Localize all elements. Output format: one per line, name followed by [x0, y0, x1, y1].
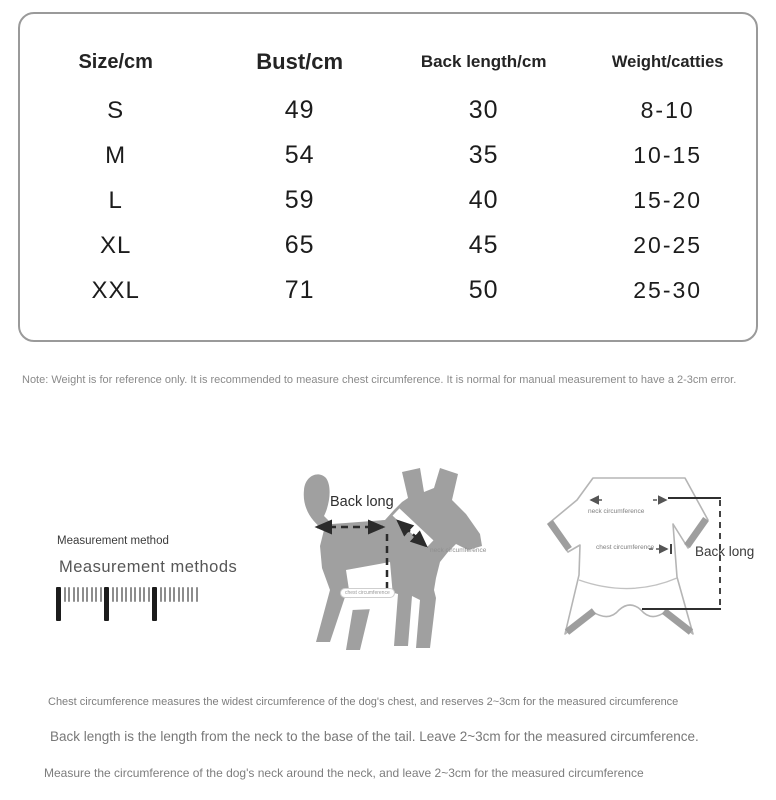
ruler-minor-tick [160, 587, 162, 602]
ruler-major-tick [104, 587, 109, 621]
ruler-minor-tick [130, 587, 132, 602]
ruler-minor-tick [143, 587, 145, 602]
ruler-minor-tick [164, 587, 166, 602]
garment-outline [548, 478, 708, 634]
ruler-minor-tick [196, 587, 198, 602]
cell-back: 35 [468, 141, 499, 169]
cell-back: 40 [468, 186, 499, 214]
ruler-minor-tick [95, 587, 97, 602]
ruler-minor-tick [91, 587, 93, 602]
cell-bust: 71 [284, 276, 315, 304]
garment-neck-circumference-label: neck circumference [588, 508, 645, 515]
col-header-bust: Bust/cm [256, 49, 344, 74]
instruction-neck: Measure the circumference of the dog's neck around the neck, and leave 2~3cm for the measured circumference [44, 766, 644, 780]
ruler-minor-tick [112, 587, 114, 602]
cell-weight: 20-25 [633, 232, 703, 258]
garment-chest-circumference-label: chest circumference [596, 544, 655, 551]
cell-weight: 25-30 [633, 277, 703, 303]
col-header-size: Size/cm [78, 50, 153, 73]
dog-chest-circumference-label: chest circumference [340, 588, 395, 598]
ruler-minor-tick [82, 587, 84, 602]
dog-neck-circumference-label: neck circumference [430, 547, 487, 554]
ruler-minor-tick [100, 587, 102, 602]
ruler-minor-tick [125, 587, 127, 602]
ruler-minor-tick [139, 587, 141, 602]
cell-weight: 8-10 [640, 97, 695, 123]
ruler-icon [56, 587, 198, 621]
ruler-minor-tick [182, 587, 184, 602]
cell-bust: 54 [284, 141, 315, 169]
ruler-major-tick [56, 587, 61, 621]
ruler-minor-tick [121, 587, 123, 602]
dog-silhouette-diagram [290, 458, 490, 658]
cell-bust: 59 [284, 186, 315, 214]
ruler-minor-tick [178, 587, 180, 602]
col-header-back-length: Back length/cm [420, 52, 547, 71]
cell-back: 50 [468, 276, 499, 304]
garment-back-long-label: Back long [695, 544, 755, 559]
cell-bust: 65 [284, 231, 315, 259]
instruction-chest: Chest circumference measures the widest circumference of the dog's chest, and reserves 2~3cm for the measured circumference [48, 696, 679, 708]
ruler-minor-tick [73, 587, 75, 602]
ruler-minor-tick [64, 587, 66, 602]
cell-weight: 10-15 [633, 142, 703, 168]
ruler-minor-tick [77, 587, 79, 602]
cell-size: XXL [91, 276, 140, 304]
ruler-minor-tick [68, 587, 70, 602]
measurement-method-title-small: Measurement method [57, 535, 169, 547]
cell-size: XL [100, 231, 132, 259]
ruler-minor-tick [173, 587, 175, 602]
size-table [18, 12, 758, 342]
dog-back-long-label: Back long [330, 494, 394, 510]
cell-weight: 15-20 [633, 187, 703, 213]
cell-size: M [105, 141, 127, 169]
cell-size: L [108, 186, 123, 214]
cell-size: S [107, 96, 125, 124]
ruler-minor-tick [187, 587, 189, 602]
cell-back: 45 [468, 231, 499, 259]
instruction-back-length: Back length is the length from the neck to the base of the tail. Leave 2~3cm for the measured circumference. [50, 729, 699, 744]
cell-back: 30 [468, 96, 499, 124]
ruler-minor-tick [134, 587, 136, 602]
ruler-minor-tick [116, 587, 118, 602]
ruler-minor-tick [86, 587, 88, 602]
ruler-minor-tick [148, 587, 150, 602]
ruler-minor-tick [169, 587, 171, 602]
ruler-major-tick [152, 587, 157, 621]
cell-bust: 49 [284, 96, 315, 124]
measurement-method-title-large: Measurement methods [59, 558, 238, 576]
ruler-minor-tick [191, 587, 193, 602]
col-header-weight: Weight/catties [611, 52, 724, 71]
note-text: Note: Weight is for reference only. It is recommended to measure chest circumference. It is normal for manual measurement to have a 2-3cm error. [22, 374, 737, 386]
